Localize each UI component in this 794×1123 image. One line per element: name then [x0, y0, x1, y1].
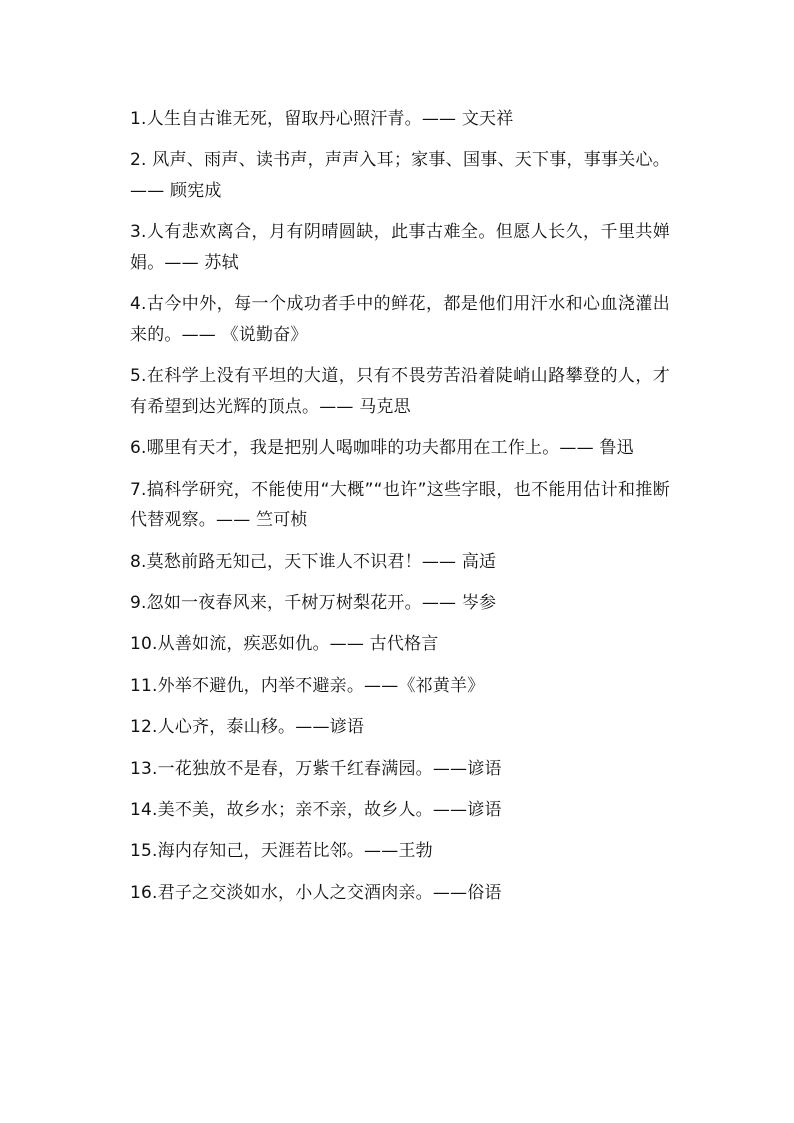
quote-text: 一花独放不是春，万紫千红春满园。——谚语	[157, 758, 502, 779]
quote-text: 在科学上没有平坦的大道，只有不畏劳苦沿着陡峭山路攀登的人，才有希望到达光辉的顶点。—— 马克思	[130, 366, 670, 417]
quote-item	[130, 795, 670, 826]
quote-text: 哪里有天才，我是把别人喝咖啡的功夫都用在工作上。—— 鲁迅	[146, 438, 634, 459]
quote-item	[130, 671, 670, 702]
quote-item	[130, 104, 670, 135]
quote-number: 4.	[130, 294, 147, 315]
quote-text: 搞科学研究，不能使用“大概”“也许”这些字眼，也不能用估计和推断代替观察。—— 竺可桢	[130, 479, 670, 531]
quote-item	[130, 361, 670, 422]
quote-number: 6.	[130, 438, 147, 459]
quote-text: 莫愁前路无知己，天下谁人不识君！—— 高适	[146, 551, 497, 572]
quote-number: 14.	[130, 800, 158, 821]
quote-text: 人有悲欢离合，月有阴晴圆缺，此事古难全。但愿人长久，千里共婵娟。—— 苏轼	[130, 222, 670, 273]
quote-number: 7.	[130, 479, 147, 500]
quote-item	[130, 547, 670, 578]
quote-item	[130, 433, 670, 464]
quote-text: 人心齐，泰山移。——谚语	[157, 717, 365, 738]
quote-number: 2.	[130, 150, 147, 171]
quote-text: 海内存知己，天涯若比邻。——王勃	[157, 841, 433, 862]
quote-item	[130, 712, 670, 743]
quote-number: 1.	[130, 109, 147, 129]
quote-text: 忽如一夜春风来，千树万树梨花开。—— 岑参	[146, 593, 497, 614]
quote-item	[130, 475, 670, 536]
quote-text: 君子之交淡如水，小人之交酒肉亲。——俗语	[157, 882, 502, 903]
quote-number: 8.	[130, 551, 147, 572]
quote-text: 从善如流，疾恶如仇。—— 古代格言	[157, 634, 439, 655]
quote-text: 美不美，故乡水；亲不亲，故乡人。——谚语	[157, 800, 502, 821]
quote-item	[130, 836, 670, 867]
quote-item	[130, 754, 670, 785]
quote-number: 13.	[130, 758, 158, 779]
quote-text: 风声、雨声、读书声，声声入耳；家事、国事、天下事，事事关心。—— 顾宪成	[130, 150, 670, 201]
quote-text: 外举不避仇，内举不避亲。——《祁黄羊》	[157, 675, 485, 696]
quote-item	[130, 629, 670, 660]
quote-text: 人生自古谁无死，留取丹心照汗青。—— 文天祥	[146, 109, 514, 129]
quote-item	[130, 145, 670, 206]
quote-item	[130, 878, 670, 909]
quote-number: 15.	[130, 841, 158, 862]
quote-number: 5.	[130, 366, 147, 387]
quote-list	[130, 104, 670, 919]
quote-item	[130, 588, 670, 619]
quote-number: 10.	[130, 634, 158, 655]
quote-number: 3.	[130, 222, 147, 243]
quote-text: 古今中外，每一个成功者手中的鲜花，都是他们用汗水和心血浇灌出来的。—— 《说勤奋》	[130, 294, 670, 345]
quote-number: 11.	[130, 675, 158, 696]
quote-item	[130, 289, 670, 350]
quote-number: 12.	[130, 717, 158, 738]
quote-number: 9.	[130, 593, 147, 614]
quote-number: 16.	[130, 882, 158, 903]
quote-item	[130, 217, 670, 278]
